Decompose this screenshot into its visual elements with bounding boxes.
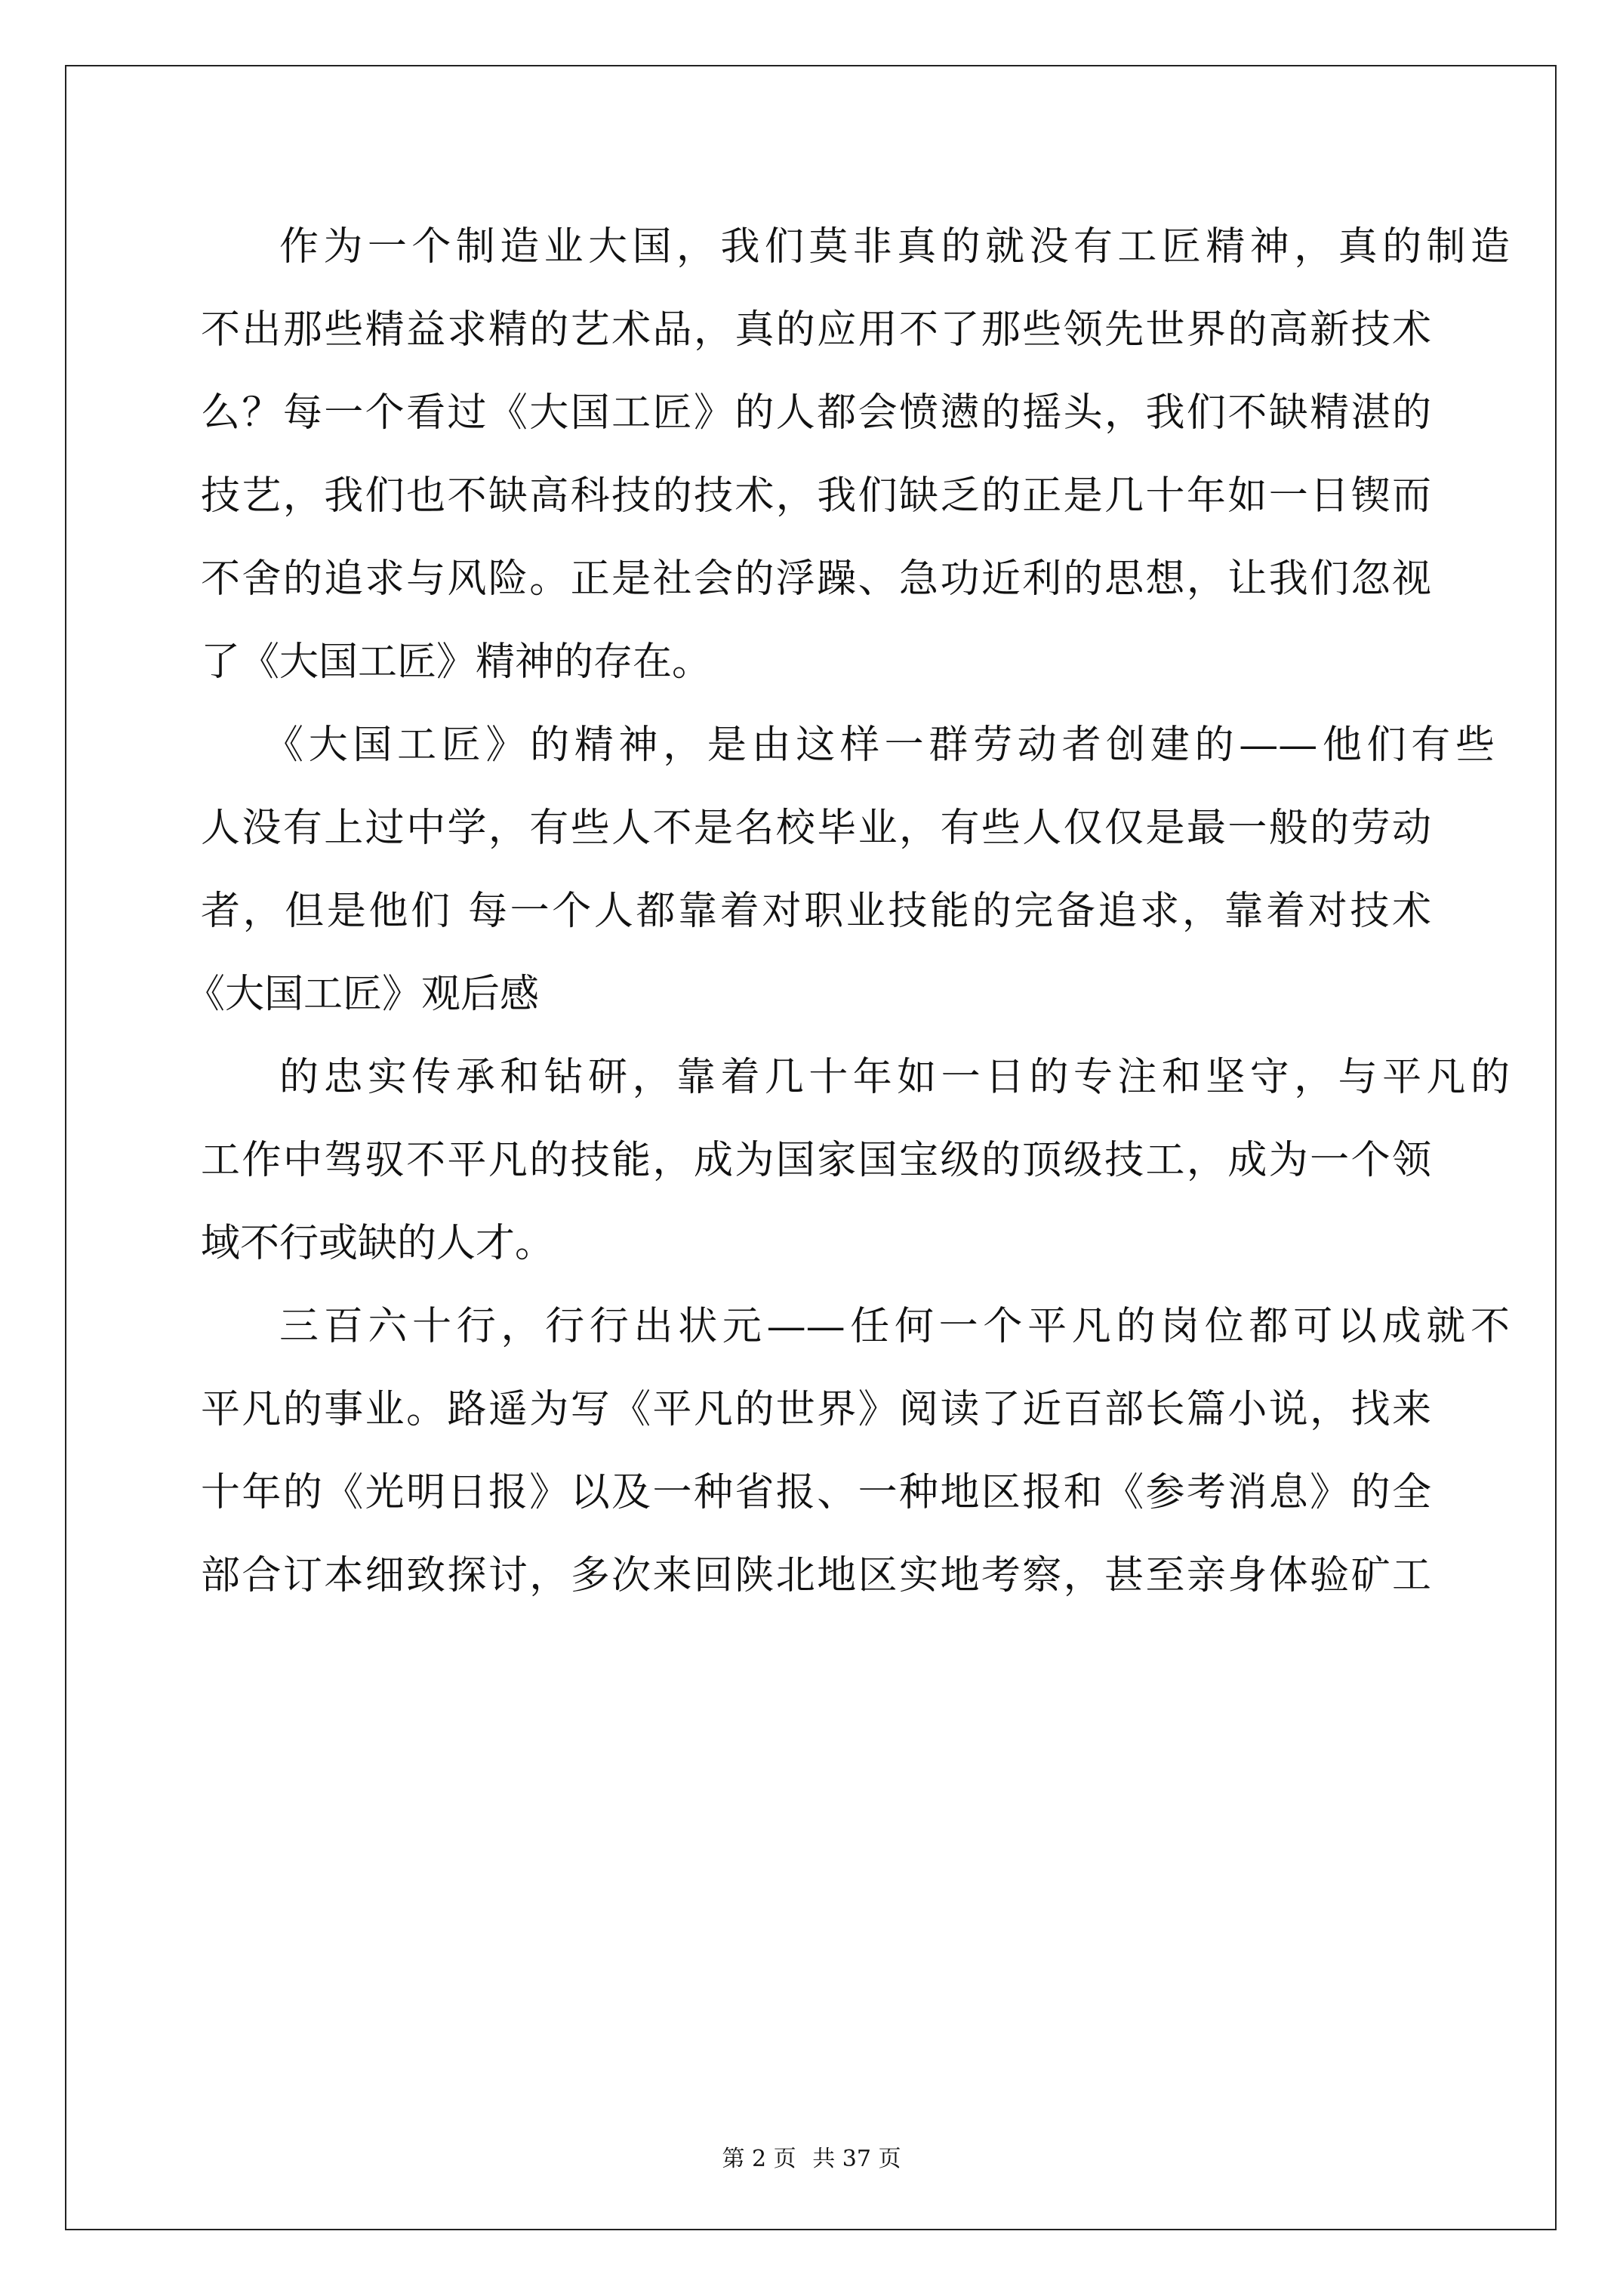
paragraph-2-line-2: 人没有上过中学，有些人不是名校毕业，有些人仅仅是最一般的劳动 bbox=[201, 806, 1431, 851]
paragraph-2-line-1: 《大国工匠》的精神，是由这样一群劳动者创建的——他们有些 bbox=[264, 723, 1495, 768]
paragraph-4-line-1: 三百六十行，行行出状元——任何一个平凡的岗位都可以成就不 bbox=[279, 1304, 1510, 1349]
paragraph-2-line-3: 者，但是他们 每一个人都靠着对职业技能的完备追求，靠着对技术 bbox=[201, 889, 1431, 934]
paragraph-4-line-3: 十年的《光明日报》以及一种省报、一种地区报和《参考消息》的全 bbox=[201, 1470, 1431, 1515]
paragraph-3-line-3: 域不行或缺的人才。 bbox=[201, 1221, 555, 1266]
paragraph-1-line-5: 不舍的追求与风险。正是社会的浮躁、急功近利的思想，让我们忽视 bbox=[201, 556, 1431, 602]
paragraph-4-line-2: 平凡的事业。路遥为写《平凡的世界》阅读了近百部长篇小说，找来 bbox=[201, 1387, 1431, 1432]
page-footer bbox=[0, 2144, 1623, 2174]
page-total: 共 37 页 bbox=[812, 2146, 901, 2172]
paragraph-1-line-2: 不出那些精益求精的艺术品，真的应用不了那些领先世界的高新技术 bbox=[201, 307, 1431, 353]
paragraph-3-line-2: 工作中驾驭不平凡的技能，成为国家国宝级的顶级技工，成为一个领 bbox=[201, 1138, 1431, 1183]
running-title: 《大国工匠》观后感 bbox=[186, 972, 540, 1017]
paragraph-1-line-3: 么？每一个看过《大国工匠》的人都会愤懑的摇头，我们不缺精湛的 bbox=[201, 390, 1431, 436]
paragraph-1-line-4: 技艺，我们也不缺高科技的技术，我们缺乏的正是几十年如一日锲而 bbox=[201, 473, 1431, 519]
page-number: 第 2 页 bbox=[722, 2146, 796, 2172]
paragraph-4-line-4: 部合订本细致探讨，多次来回陕北地区实地考察，甚至亲身体验矿工 bbox=[201, 1553, 1431, 1598]
paragraph-1-line-1: 作为一个制造业大国，我们莫非真的就没有工匠精神，真的制造 bbox=[279, 224, 1510, 270]
paragraph-1-line-6: 了《大国工匠》精神的存在。 bbox=[201, 639, 712, 685]
paragraph-3-line-1: 的忠实传承和钻研，靠着几十年如一日的专注和坚守，与平凡的 bbox=[279, 1055, 1510, 1100]
